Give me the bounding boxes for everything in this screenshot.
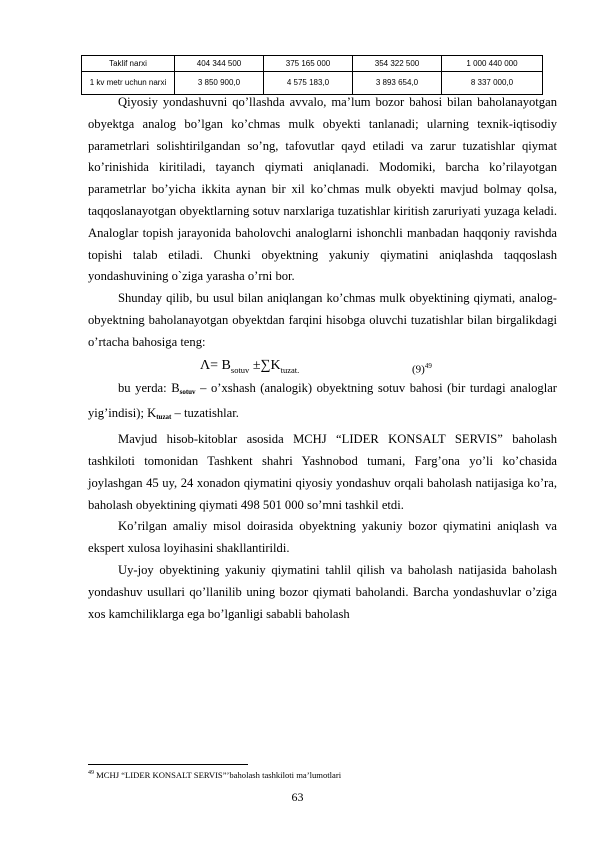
table-cell: 8 337 000,0 <box>442 72 543 95</box>
paragraph: Shunday qilib, bu usul bilan aniqlangan ko’chmas mulk obyektining qiymati, analog-obyektning baholanayotgan obyektdan farqini hisobga oluvchi tuzatishlar bilan birgalikdagi o’rtacha bahosiga teng: <box>88 291 557 349</box>
footnote-divider <box>88 764 248 765</box>
page-number: 63 <box>291 790 304 804</box>
table-cell: 404 344 500 <box>175 56 264 72</box>
table-header-cell: 1 kv metr uchun narxi <box>82 72 175 95</box>
table-cell: 3 850 900,0 <box>175 72 264 95</box>
table-header-cell: Taklif narxi <box>82 56 175 72</box>
formula-number: $(9)^{49}$ <box>412 361 432 376</box>
paragraph: Ko’rilgan amaliy misol doirasida obyektning yakuniy bozor qiymatini aniqlash va ekspert xulosa loyihasini shakllantirildi. <box>88 519 557 556</box>
table-row <box>82 56 543 72</box>
price-table <box>81 55 543 95</box>
table-cell: 375 165 000 <box>264 56 353 72</box>
table-cell: 3 893 654,0 <box>353 72 442 95</box>
formula <box>88 354 557 378</box>
body-text <box>88 92 557 625</box>
paragraph: Qiyosiy yondashuvni qo’llashda avvalo, ma’lum bozor bahosi bilan baholanayotgan obyektga analog bo’lgan ko’chmas mulk obyekti tanlanadi; ularning texnik-iqtisodiy parametrlari solishtirilgandan so’ng, tafovutlar qayd etiladi va zarur tuzatishlar qiymat ko’rinishida kiritiladi, tayanch qiymati aniqlanadi. Modomiki, barcha ko’rilayotgan parametrlar bo’yicha ikkita aynan bir xil ko’chmas mulk obyekti mavjud bolmay qolsa, taqqoslanayotgan obyektlarning sotuv narxlariga tuzatishlar kiritish zaruriyati yuzaga keladi. Analoglar topish jarayonida baholovchi analoglarni ishonchli manbadan haqqoniy ravishda topishi talab etiladi. Chunki obyektning yakuniy qiymatini aniqlashda taqqoslash yondashuvining o`ziga yarasha o’rni bor. <box>88 95 557 284</box>
formula-expression: $\Lambda= B_{sotuv} \pm\sum K_{tuzat.}$ <box>200 357 300 375</box>
footnote: $^{49}$ MCHJ “LIDER KONSALT SERVIS”’baholash tashkiloti ma’lumotlari <box>88 770 342 780</box>
paragraph: Uy-joy obyektining yakuniy qiymatini tahlil qilish va baholash natijasida baholash yondashuv usullari qo’llanilib uning bozor qiymati baholandi. Barcha yondashuvlar o’ziga xos kamchiliklarga ega bo’lganligi sababli baholash <box>88 562 557 621</box>
table-cell: 1 000 440 000 <box>442 56 543 72</box>
table-cell: 4 575 183,0 <box>264 72 353 95</box>
table-cell: 354 322 500 <box>353 56 442 72</box>
paragraph: Mavjud hisob-kitoblar asosida MCHJ “LIDER KONSALT SERVIS” baholash tashkiloti tomonidan Tashkent shahri Yashnobod tumani, Farg’ona yo’li ko’chasida joylashgan 45 uy, 24 xonadon qiymatini qiyosiy yondashuv orqali baholash natijasiga ko’ra, baholash obyektining qiymati 498 501 000 so’mni tashkil etdi. <box>88 432 557 512</box>
paragraph: bu yerda: $B_{sotuv}$ – o’xshash (analogik) obyektning sotuv bahosi (bir turdagi analoglar yig’indisi); $K_{tuzat}$ – tuzatishlar. <box>88 380 557 422</box>
